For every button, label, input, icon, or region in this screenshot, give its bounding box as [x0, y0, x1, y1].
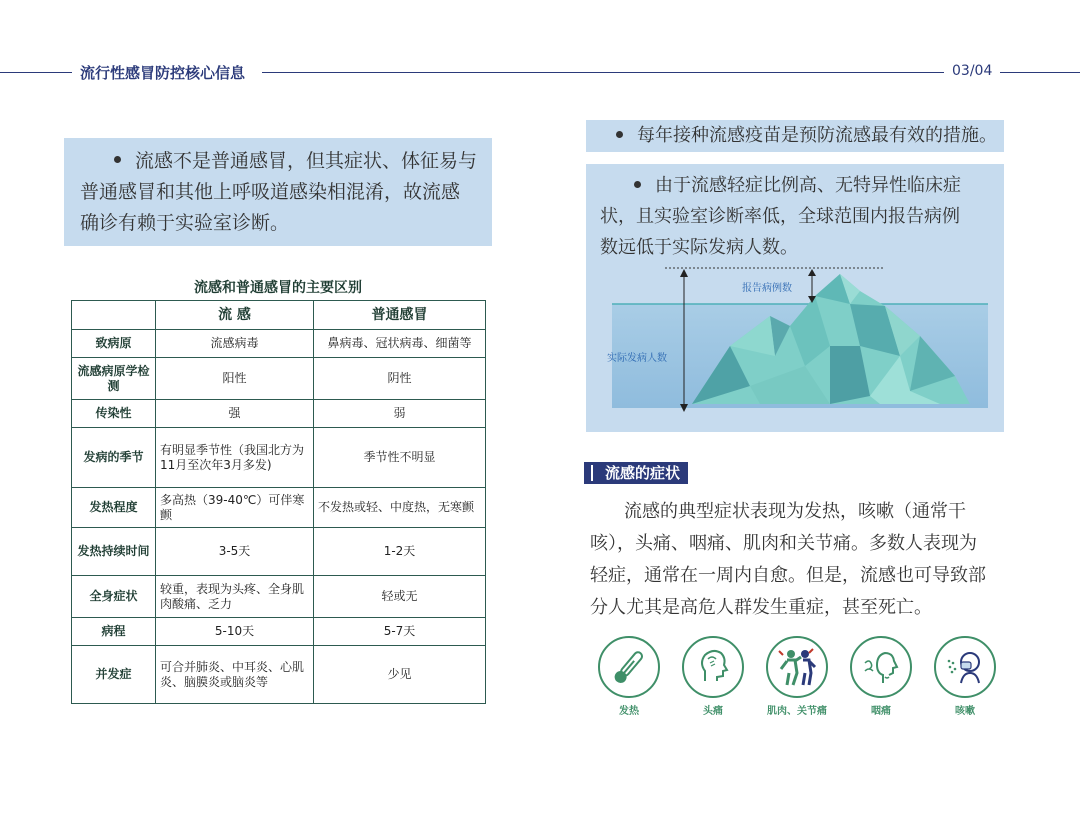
- cold-cell: 1-2天: [314, 528, 486, 576]
- header-rule-middle: [262, 72, 944, 73]
- flu-vs-cold-note: [64, 138, 492, 246]
- flu-cell: 较重，表现为头疼、全身肌肉酸痛、乏力: [156, 576, 314, 618]
- table-header-row: [72, 301, 486, 330]
- header-title: 流行性感冒防控核心信息: [80, 64, 246, 82]
- table-title: 流感和普通感冒的主要区别: [194, 280, 362, 296]
- table-row: [72, 488, 486, 528]
- header-flu: 流 感: [156, 301, 314, 330]
- table-row: [72, 576, 486, 618]
- iceberg-line-1: 由于流感轻症比例高、无特异性临床症: [655, 175, 961, 196]
- flu-cell: 多高热（39-40℃）可伴寒颤: [156, 488, 314, 528]
- symptom-label: 肌肉、关节痛: [767, 706, 827, 717]
- cold-cell: 鼻病毒、冠状病毒、细菌等: [314, 330, 486, 358]
- symptoms-line-4: 分人尤其是高危人群发生重症，甚至死亡。: [590, 597, 932, 618]
- flu-cell: 强: [156, 400, 314, 428]
- header-cold: 普通感冒: [314, 301, 486, 330]
- table-row: [72, 330, 486, 358]
- note-line-2: 普通感冒和其他上呼吸道感染相混淆，故流感: [80, 181, 461, 203]
- symptoms-title: 流感的症状: [584, 462, 688, 484]
- table-row: [72, 646, 486, 704]
- row-label: 发热程度: [72, 488, 156, 528]
- row-label: 发热持续时间: [72, 528, 156, 576]
- iceberg-line-2: 状，且实验室诊断率低，全球范围内报告病例: [600, 206, 960, 227]
- header-rule-left: [0, 72, 72, 73]
- table-row: [72, 358, 486, 400]
- thermometer-icon: [607, 645, 651, 689]
- flu-cell: 5-10天: [156, 618, 314, 646]
- symptom-label: 咽痛: [871, 706, 891, 717]
- arrow-head: [680, 269, 688, 277]
- muscle-pain-icon: [775, 645, 819, 689]
- sore-throat-icon: [859, 645, 903, 689]
- bullet-dot: [634, 181, 641, 188]
- row-label: 全身症状: [72, 576, 156, 618]
- header-empty: [72, 301, 156, 330]
- symptoms-line-3: 轻症，通常在一周内自愈。但是，流感也可导致部: [590, 565, 986, 586]
- comparison-table: [71, 300, 486, 704]
- symptom-fever: [596, 636, 662, 717]
- symptom-sore-throat: [848, 636, 914, 717]
- actual-cases-label: 实际发病人数: [607, 353, 667, 364]
- symptom-cough: [932, 636, 998, 717]
- header-rule-right: [1000, 72, 1080, 73]
- headache-icon: [691, 645, 735, 689]
- cold-cell: 不发热或轻、中度热，无寒颤: [314, 488, 486, 528]
- table-row: [72, 428, 486, 488]
- row-label: 病程: [72, 618, 156, 646]
- reported-cases-label: 报告病例数: [742, 283, 792, 294]
- note-line-3: 确诊有赖于实验室诊断。: [80, 212, 290, 234]
- note-line-1: 流感不是普通感冒，但其症状、体征易与: [135, 150, 478, 172]
- row-label: 致病原: [72, 330, 156, 358]
- table-row: [72, 528, 486, 576]
- vaccine-text: 每年接种流感疫苗是预防流感最有效的措施。: [637, 125, 997, 146]
- iceberg-illustration: [600, 266, 990, 416]
- flu-cell: 阳性: [156, 358, 314, 400]
- page-number: 03/04: [952, 63, 993, 79]
- flu-cell: 流感病毒: [156, 330, 314, 358]
- iceberg-line-3: 数远低于实际发病人数。: [600, 237, 798, 258]
- symptom-label: 发热: [619, 706, 639, 717]
- symptom-muscle-pain: [764, 636, 830, 717]
- cold-cell: 轻或无: [314, 576, 486, 618]
- symptoms-line-2: 咳），头痛、咽痛、肌肉和关节痛。多数人表现为: [590, 533, 977, 554]
- cold-cell: 阴性: [314, 358, 486, 400]
- row-label: 并发症: [72, 646, 156, 704]
- flu-cell: 有明显季节性（我国北方为11月至次年3月多发): [156, 428, 314, 488]
- row-label: 发病的季节: [72, 428, 156, 488]
- flu-cell: 可合并肺炎、中耳炎、心肌炎、脑膜炎或脑炎等: [156, 646, 314, 704]
- cold-cell: 5-7天: [314, 618, 486, 646]
- symptom-label: 头痛: [703, 706, 723, 717]
- bullet-dot: [616, 131, 623, 138]
- flu-cell: 3-5天: [156, 528, 314, 576]
- bullet-dot: [114, 156, 121, 163]
- symptom-headache: [680, 636, 746, 717]
- table-row: [72, 618, 486, 646]
- row-label: 传染性: [72, 400, 156, 428]
- symptom-label: 咳嗽: [955, 706, 975, 717]
- symptom-icons: [594, 636, 1004, 716]
- page-header: [0, 60, 1080, 86]
- cold-cell: 季节性不明显: [314, 428, 486, 488]
- cough-icon: [943, 645, 987, 689]
- symptoms-paragraph: [590, 496, 1006, 624]
- table-row: [72, 400, 486, 428]
- arrow-head: [808, 269, 816, 276]
- symptoms-line-1: 流感的典型症状表现为发热，咳嗽（通常干: [624, 501, 966, 522]
- vaccine-note: [586, 120, 1004, 152]
- cold-cell: 少见: [314, 646, 486, 704]
- cold-cell: 弱: [314, 400, 486, 428]
- row-label: 流感病原学检测: [72, 358, 156, 400]
